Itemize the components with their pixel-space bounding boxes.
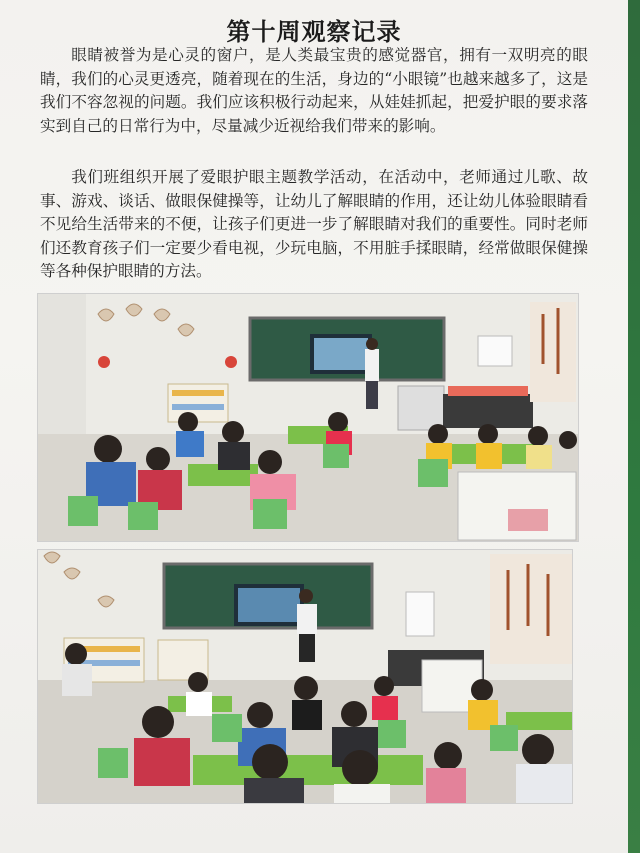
classroom-photo-1 — [37, 293, 579, 542]
paragraph-intro: 眼睛被誉为是心灵的窗户，是人类最宝贵的感觉器官，拥有一双明亮的眼睛，我们的心灵更透亮，随着现在的生活，身边的“小眼镜”也越来越多了，这是我们不容忽视的问题。我们应该积极行动起来，从娃娃抓起，把爱护眼的要求落实到自己的日常行为中，尽量减少近视给我们带来的影响。 — [40, 46, 588, 135]
binding-edge — [628, 0, 640, 853]
classroom-photo-2 — [37, 549, 573, 804]
page-title: 第十周观察记录 — [226, 17, 402, 46]
classroom-scene-2 — [38, 550, 572, 803]
classroom-scene-1 — [38, 294, 578, 541]
paragraph-activity: 我们班组织开展了爱眼护眼主题教学活动，在活动中，老师通过儿歌、故事、游戏、谈话、做眼保健操等，让幼儿了解眼睛的作用，还让幼儿体验眼睛看不见给生活带来的不便，让孩子们更进一步了解眼睛对我们的重要性。同时老师们还教育孩子们一定要少看电视，少玩电脑，不用脏手揉眼睛，经常做眼保健操等各种保护眼睛的方法。 — [40, 168, 588, 280]
